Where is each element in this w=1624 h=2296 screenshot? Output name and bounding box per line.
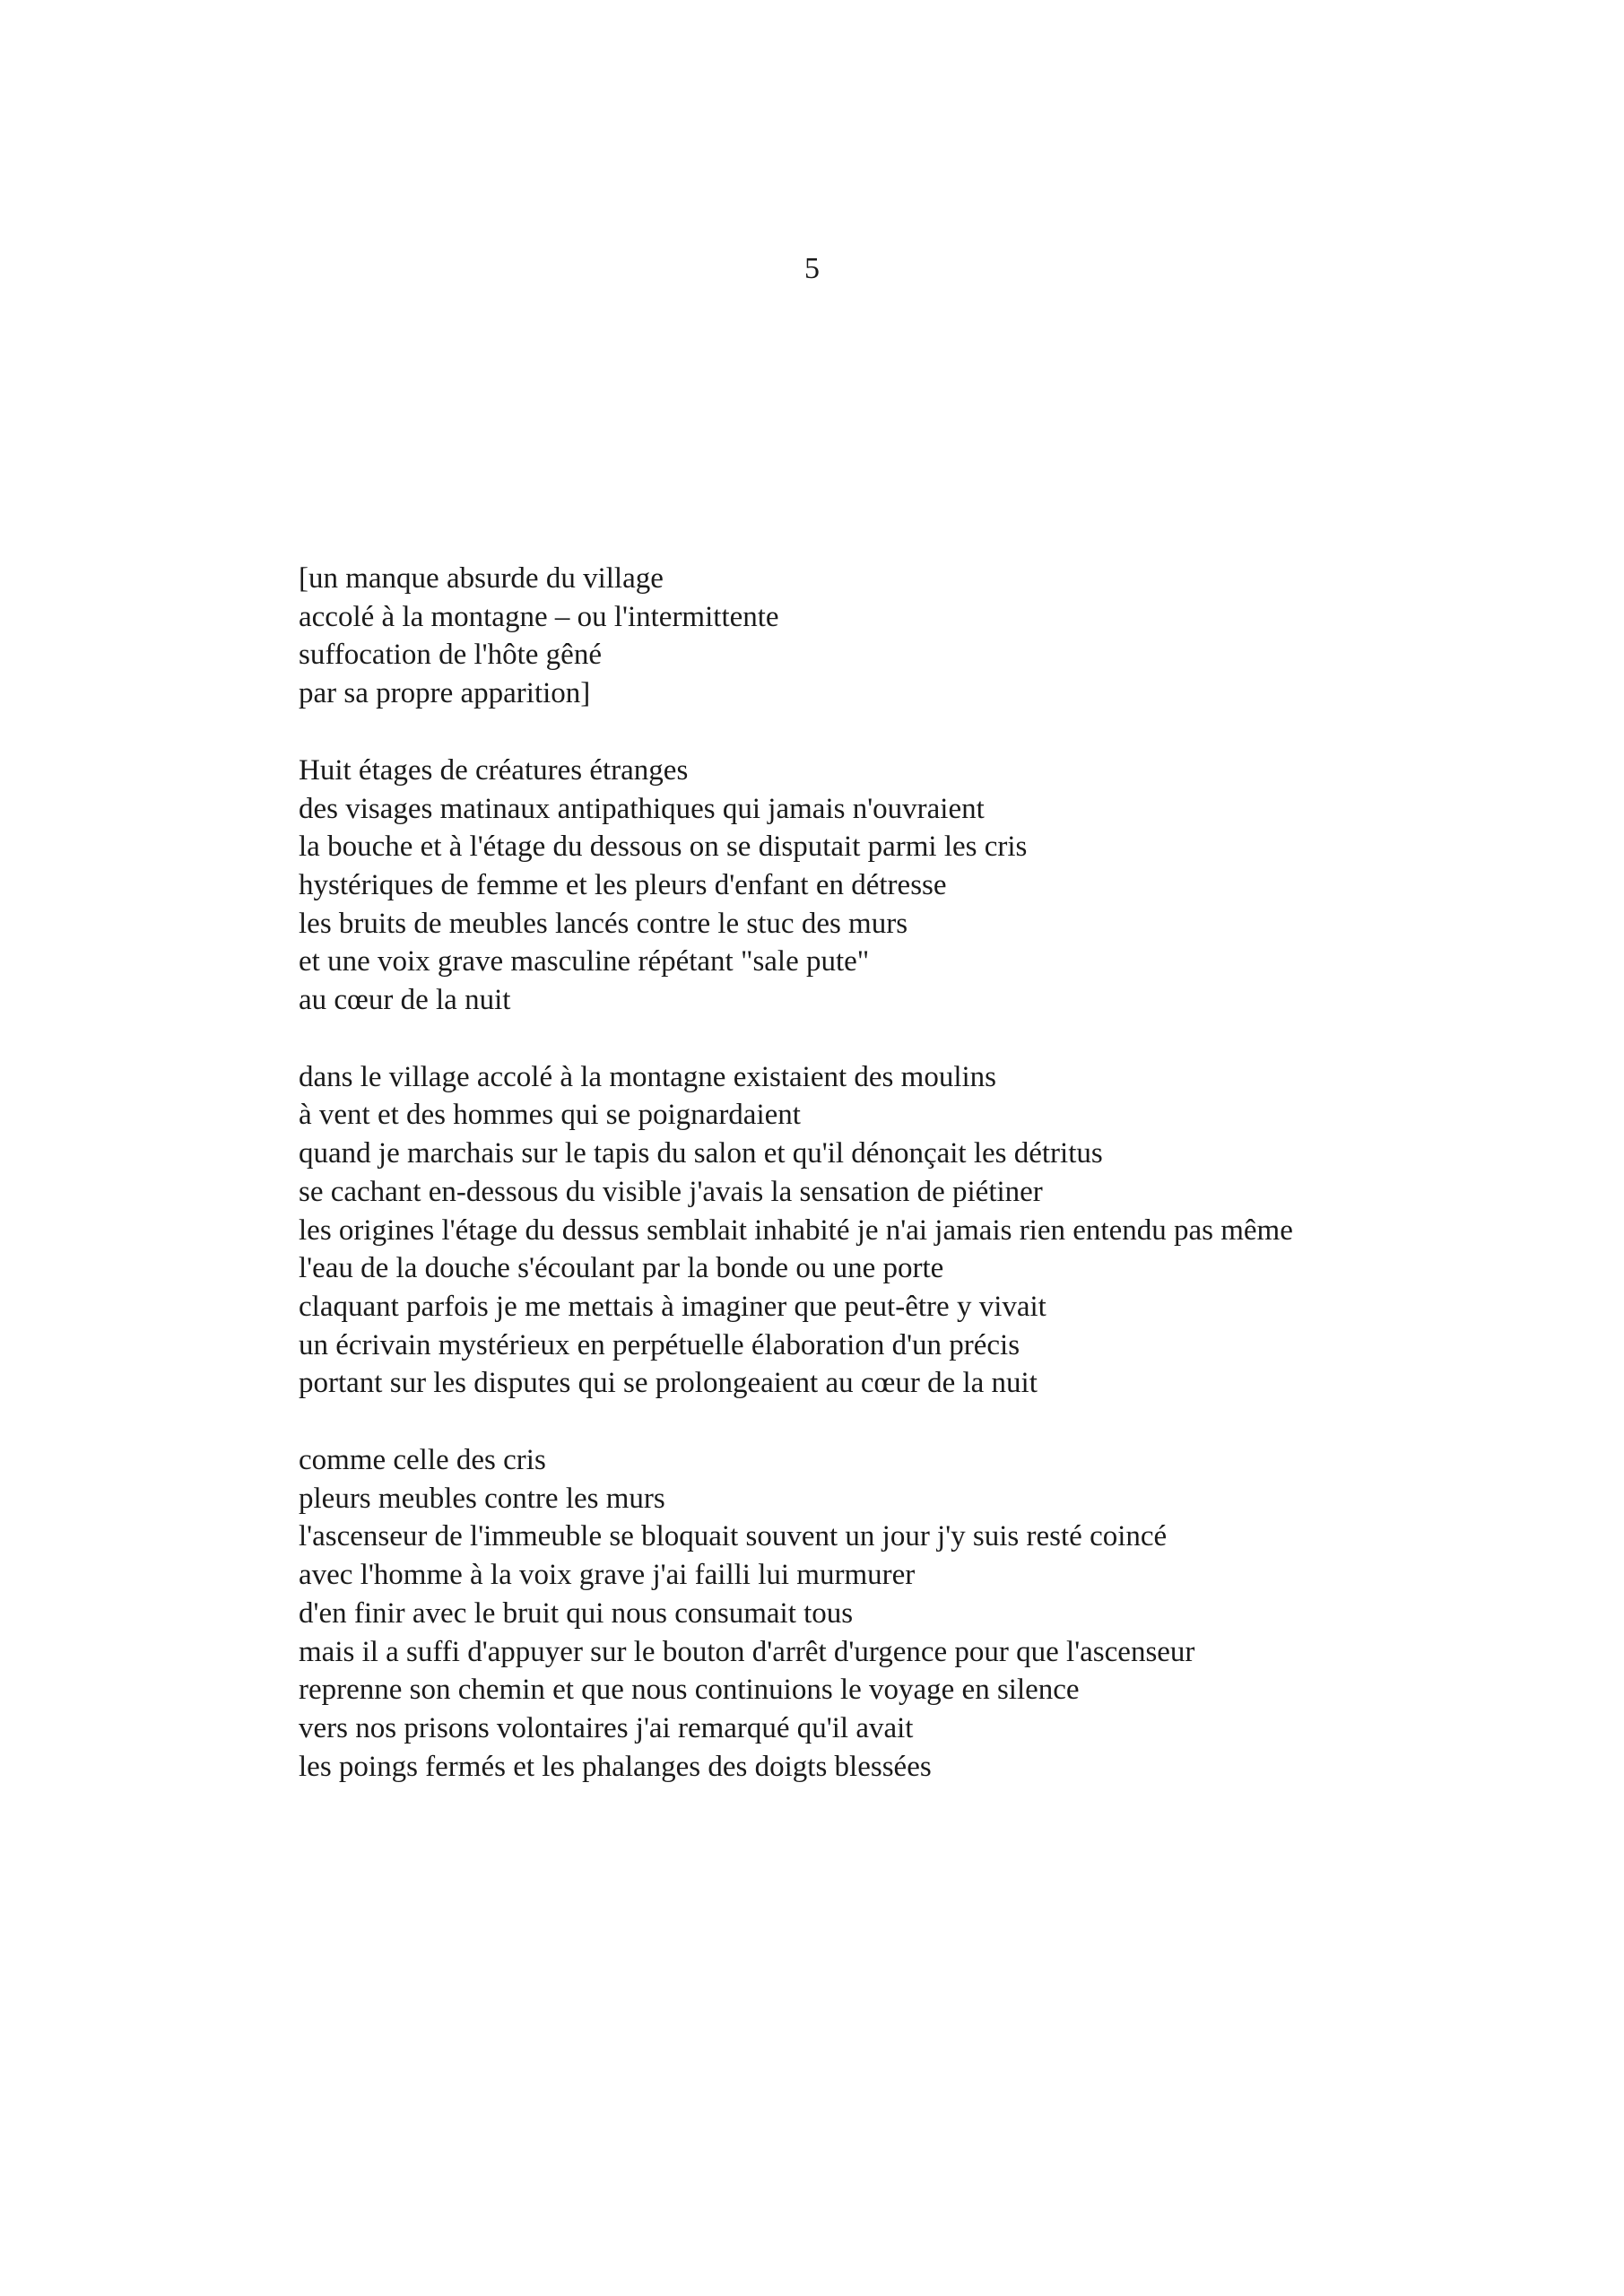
- poem-line: Huit étages de créatures étranges: [299, 753, 689, 787]
- poem-line: comme celle des cris: [299, 1444, 546, 1477]
- poem-line: des visages matinaux antipathiques qui jamais n'ouvraient: [299, 792, 985, 825]
- poem-line: la bouche et à l'étage du dessous on se disputait parmi les cris: [299, 831, 1028, 864]
- poem-line: quand je marchais sur le tapis du salon et qu'il dénonçait les détritus: [299, 1137, 1103, 1170]
- poem-line: les origines l'étage du dessus semblait inhabité je n'ai jamais rien entendu pas même: [299, 1213, 1293, 1247]
- poem-line: portant sur les disputes qui se prolongeaient au cœur de la nuit: [299, 1367, 1038, 1400]
- poem-line: claquant parfois je me mettais à imaginer que peut-être y vivait: [299, 1290, 1046, 1323]
- poem-line: dans le village accolé à la montagne existaient des moulins: [299, 1060, 996, 1093]
- poem-line: à vent et des hommes qui se poignardaient: [299, 1099, 801, 1132]
- poem-line: reprenne son chemin et que nous continuions le voyage en silence: [299, 1674, 1080, 1707]
- poem-line: l'ascenseur de l'immeuble se bloquait souvent un jour j'y suis resté coincé: [299, 1520, 1168, 1553]
- poem-line: [un manque absurde du village: [299, 562, 664, 595]
- poem-line: suffocation de l'hôte gêné: [299, 639, 602, 672]
- poem-line: hystériques de femme et les pleurs d'enfant en détresse: [299, 868, 947, 901]
- stanza-2: [299, 752, 1572, 1020]
- poem-line: se cachant en-dessous du visible j'avais la sensation de piétiner: [299, 1175, 1043, 1208]
- poem-line: accolé à la montagne – ou l'intermittente: [299, 600, 779, 633]
- poem-line: par sa propre apparition]: [299, 677, 591, 710]
- poem-line: un écrivain mystérieux en perpétuelle élaboration d'un précis: [299, 1328, 1020, 1361]
- poem-line: les bruits de meubles lancés contre le stuc des murs: [299, 907, 908, 940]
- poem-line: les poings fermés et les phalanges des doigts blessées: [299, 1750, 932, 1783]
- poem-line: pleurs meubles contre les murs: [299, 1482, 665, 1515]
- poem-line: et une voix grave masculine répétant "sale pute": [299, 945, 870, 978]
- poem-line: au cœur de la nuit: [299, 984, 511, 1017]
- stanza-3: [299, 1058, 1572, 1403]
- poem-line: l'eau de la douche s'écoulant par la bonde ou une porte: [299, 1252, 944, 1285]
- stanza-1: [299, 560, 1572, 713]
- poem-line: mais il a suffi d'appuyer sur le bouton d'arrêt d'urgence pour que l'ascenseur: [299, 1635, 1195, 1668]
- stanza-4: [299, 1441, 1572, 1786]
- poem-line: d'en finir avec le bruit qui nous consumait tous: [299, 1596, 854, 1630]
- poem-line: avec l'homme à la voix grave j'ai failli lui murmurer: [299, 1559, 916, 1592]
- poem-body: [299, 560, 1572, 1824]
- page-number: 5: [804, 252, 820, 285]
- poem-line: vers nos prisons volontaires j'ai remarqué qu'il avait: [299, 1711, 914, 1744]
